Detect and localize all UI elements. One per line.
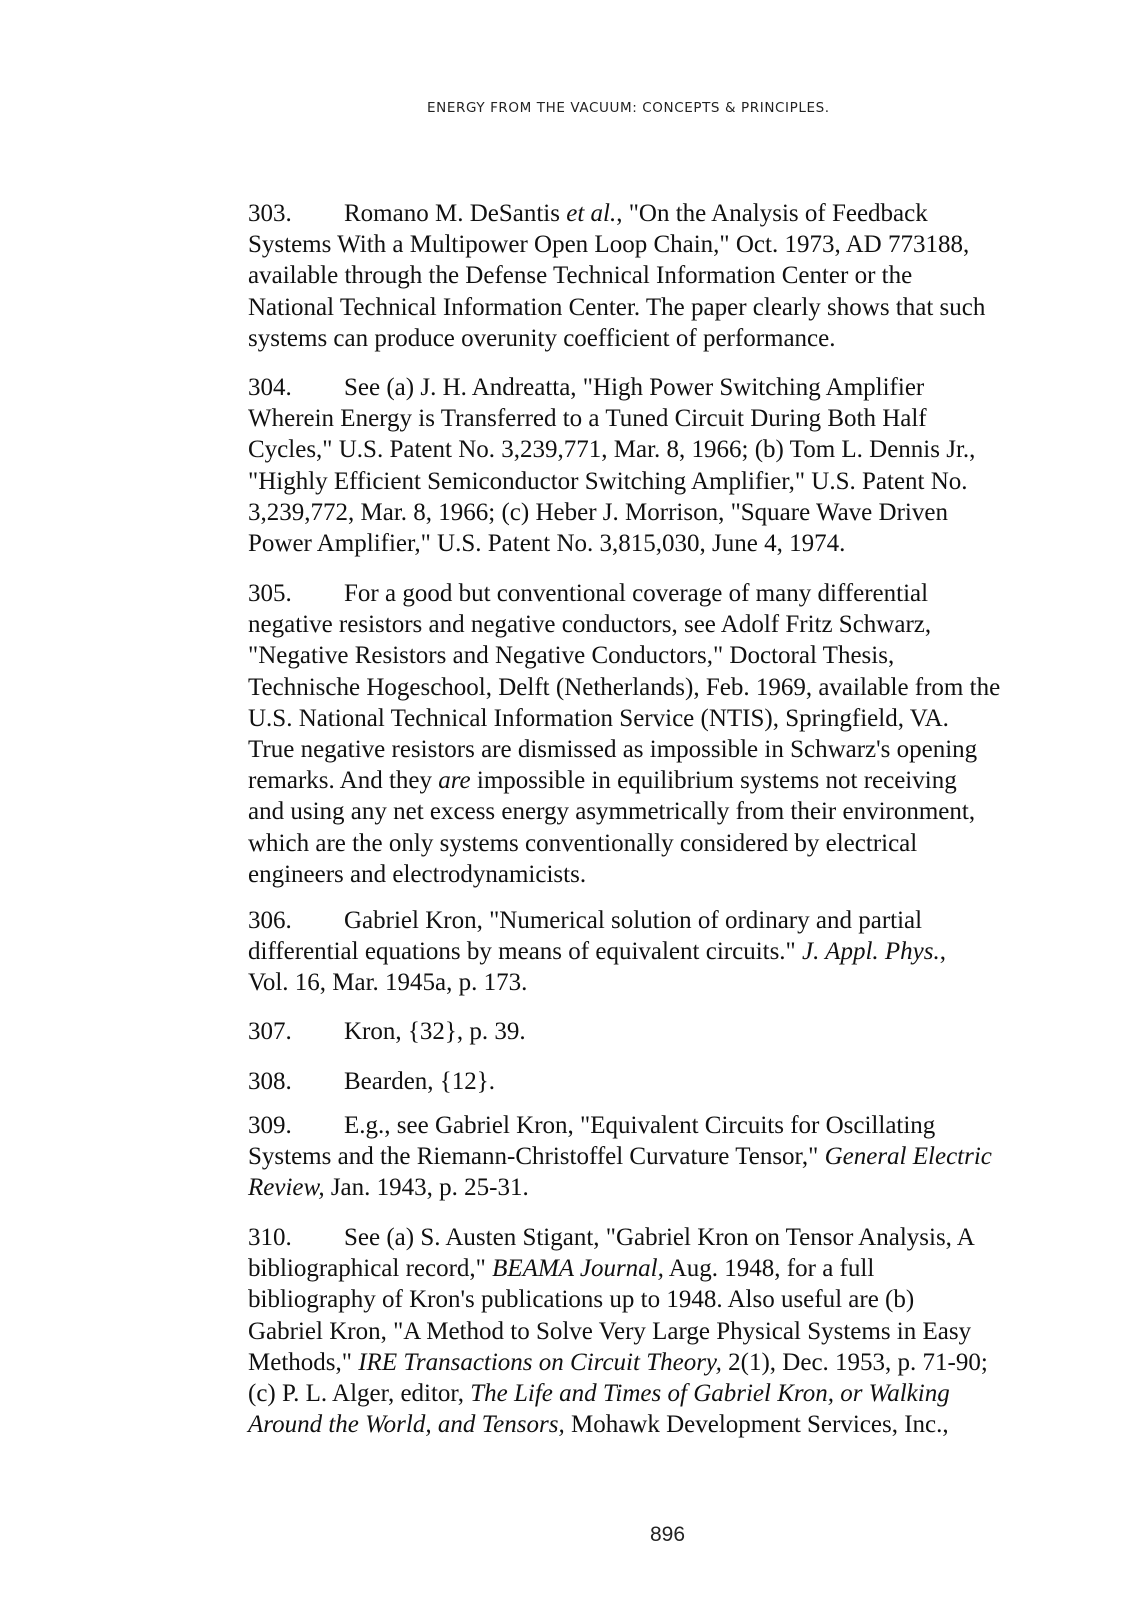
reference-text: U.S. National Technical Information Service (NTIS), Springfield, VA. [248, 704, 949, 732]
reference-text: "Highly Efficient Semiconductor Switching Amplifier," U.S. Patent No. [248, 467, 968, 495]
reference-line [248, 905, 1098, 936]
reference-line [248, 703, 1098, 734]
reference-entry [248, 1222, 1098, 1440]
reference-text: "Negative Resistors and Negative Conductors," Doctoral Thesis, [248, 642, 895, 670]
reference-text: Gabriel Kron, "A Method to Solve Very Large Physical Systems in Easy [248, 1317, 972, 1345]
reference-text: Jan. 1943, p. 25-31. [324, 1174, 529, 1202]
reference-line [248, 1110, 1098, 1141]
reference-line [248, 1172, 1098, 1203]
reference-line [248, 1222, 1098, 1253]
reference-text: See (a) S. Austen Stigant, "Gabriel Kron on Tensor Analysis, A [344, 1224, 975, 1251]
reference-text: , [939, 938, 946, 966]
reference-text: bibliography of Kron's publications up to 1948. Also useful are (b) [248, 1286, 915, 1314]
reference-text: systems can produce overunity coefficient of performance. [248, 324, 836, 352]
reference-text: Cycles," U.S. Patent No. 3,239,771, Mar. 8, 1966; (b) Tom L. Dennis Jr., [248, 436, 976, 464]
italic-text: Around the World, and Tensors, [248, 1411, 565, 1439]
reference-text: National Technical Information Center. The paper clearly shows that such [248, 293, 986, 321]
reference-text: remarks. And they [248, 767, 439, 795]
reference-line [248, 229, 1098, 260]
reference-line [248, 372, 1098, 403]
italic-text: are [438, 767, 471, 795]
reference-text: 3,239,772, Mar. 8, 1966; (c) Heber J. Morrison, "Square Wave Driven [248, 498, 948, 526]
reference-text: (c) P. L. Alger, editor, [248, 1380, 471, 1408]
reference-text: bibliographical record," [248, 1255, 493, 1283]
reference-line [248, 1284, 1098, 1315]
reference-text: Mohawk Development Services, Inc., [564, 1411, 949, 1439]
reference-line [248, 859, 1098, 890]
reference-text: For a good but conventional coverage of many differential [344, 580, 929, 607]
reference-text: 2(1), Dec. 1953, p. 71-90; [721, 1348, 988, 1376]
reference-text: Romano M. DeSantis [344, 200, 567, 227]
reference-text: impossible in equilibrium systems not receiving [470, 767, 957, 795]
reference-line [248, 672, 1098, 703]
italic-text: et al. [566, 200, 617, 227]
reference-line [248, 578, 1098, 609]
reference-line [248, 323, 1098, 354]
reference-line [248, 936, 1098, 967]
reference-entry [248, 198, 1098, 354]
reference-text: Bearden, {12}. [344, 1068, 496, 1095]
reference-line [248, 765, 1098, 796]
reference-text: which are the only systems conventionally considered by electrical [248, 829, 918, 857]
reference-text: Gabriel Kron, "Numerical solution of ordinary and partial [344, 907, 923, 934]
italic-text: J. Appl. Phys. [802, 938, 940, 966]
reference-text: and using any net excess energy asymmetrically from their environment, [248, 798, 976, 826]
reference-line [248, 734, 1098, 765]
reference-text: See (a) J. H. Andreatta, "High Power Switching Amplifier [344, 374, 925, 401]
reference-text: E.g., see Gabriel Kron, "Equivalent Circuits for Oscillating [344, 1112, 936, 1139]
reference-line [248, 1378, 1098, 1409]
reference-line [248, 434, 1098, 465]
reference-number: 309. [248, 1112, 292, 1139]
reference-line [248, 260, 1098, 291]
reference-line [248, 1066, 1098, 1097]
running-header: ENERGY FROM THE VACUUM: CONCEPTS & PRINCIPLES. [427, 100, 830, 116]
reference-line [248, 967, 1098, 998]
reference-entry [248, 1016, 1098, 1047]
reference-line [248, 1316, 1098, 1347]
italic-text: The Life and Times of Gabriel Kron, or Walking [470, 1380, 950, 1408]
reference-line [248, 828, 1098, 859]
reference-text: available through the Defense Technical Information Center or the [248, 262, 913, 290]
reference-line [248, 1409, 1098, 1440]
reference-line [248, 292, 1098, 323]
reference-text: Kron, {32}, p. 39. [344, 1018, 526, 1045]
reference-entry [248, 1110, 1098, 1204]
reference-text: Wherein Energy is Transferred to a Tuned Circuit During Both Half [248, 405, 927, 433]
reference-entry [248, 372, 1098, 559]
italic-text: IRE Transactions on Circuit Theory, [358, 1348, 722, 1376]
reference-number: 306. [248, 907, 292, 934]
reference-text: Systems With a Multipower Open Loop Chain," Oct. 1973, AD 773188, [248, 231, 970, 259]
reference-text: Technische Hogeschool, Delft (Netherlands), Feb. 1969, available from the [248, 673, 1001, 701]
reference-entry [248, 578, 1098, 890]
reference-line [248, 497, 1098, 528]
italic-text: General Electric [824, 1143, 992, 1171]
reference-line [248, 1016, 1098, 1047]
reference-line [248, 528, 1098, 559]
reference-number: 305. [248, 580, 292, 607]
reference-entry [248, 1066, 1098, 1097]
reference-line [248, 796, 1098, 827]
reference-line [248, 1141, 1098, 1172]
reference-text: Aug. 1948, for a full [663, 1255, 875, 1283]
reference-text: , "On the Analysis of Feedback [616, 200, 928, 227]
reference-number: 310. [248, 1224, 292, 1251]
reference-text: engineers and electrodynamicists. [248, 860, 587, 888]
page-number: 896 [649, 1523, 686, 1546]
reference-text: Power Amplifier," U.S. Patent No. 3,815,030, June 4, 1974. [248, 530, 846, 558]
reference-line [248, 1253, 1098, 1284]
reference-line [248, 640, 1098, 671]
reference-line [248, 403, 1098, 434]
reference-entry [248, 905, 1098, 999]
reference-number: 304. [248, 374, 292, 401]
reference-text: negative resistors and negative conductors, see Adolf Fritz Schwarz, [248, 611, 932, 639]
reference-number: 303. [248, 200, 292, 227]
reference-text: differential equations by means of equivalent circuits." [248, 938, 803, 966]
reference-number: 308. [248, 1068, 292, 1095]
reference-text: Systems and the Riemann-Christoffel Curvature Tensor," [248, 1143, 825, 1171]
reference-line [248, 1347, 1098, 1378]
italic-text: BEAMA Journal, [492, 1255, 664, 1283]
reference-text: Methods," [248, 1348, 359, 1376]
reference-line [248, 609, 1098, 640]
italic-text: Review, [248, 1174, 325, 1202]
reference-line [248, 466, 1098, 497]
reference-text: Vol. 16, Mar. 1945a, p. 173. [248, 969, 528, 997]
reference-number: 307. [248, 1018, 292, 1045]
reference-line [248, 198, 1098, 229]
reference-text: True negative resistors are dismissed as impossible in Schwarz's opening [248, 736, 978, 764]
